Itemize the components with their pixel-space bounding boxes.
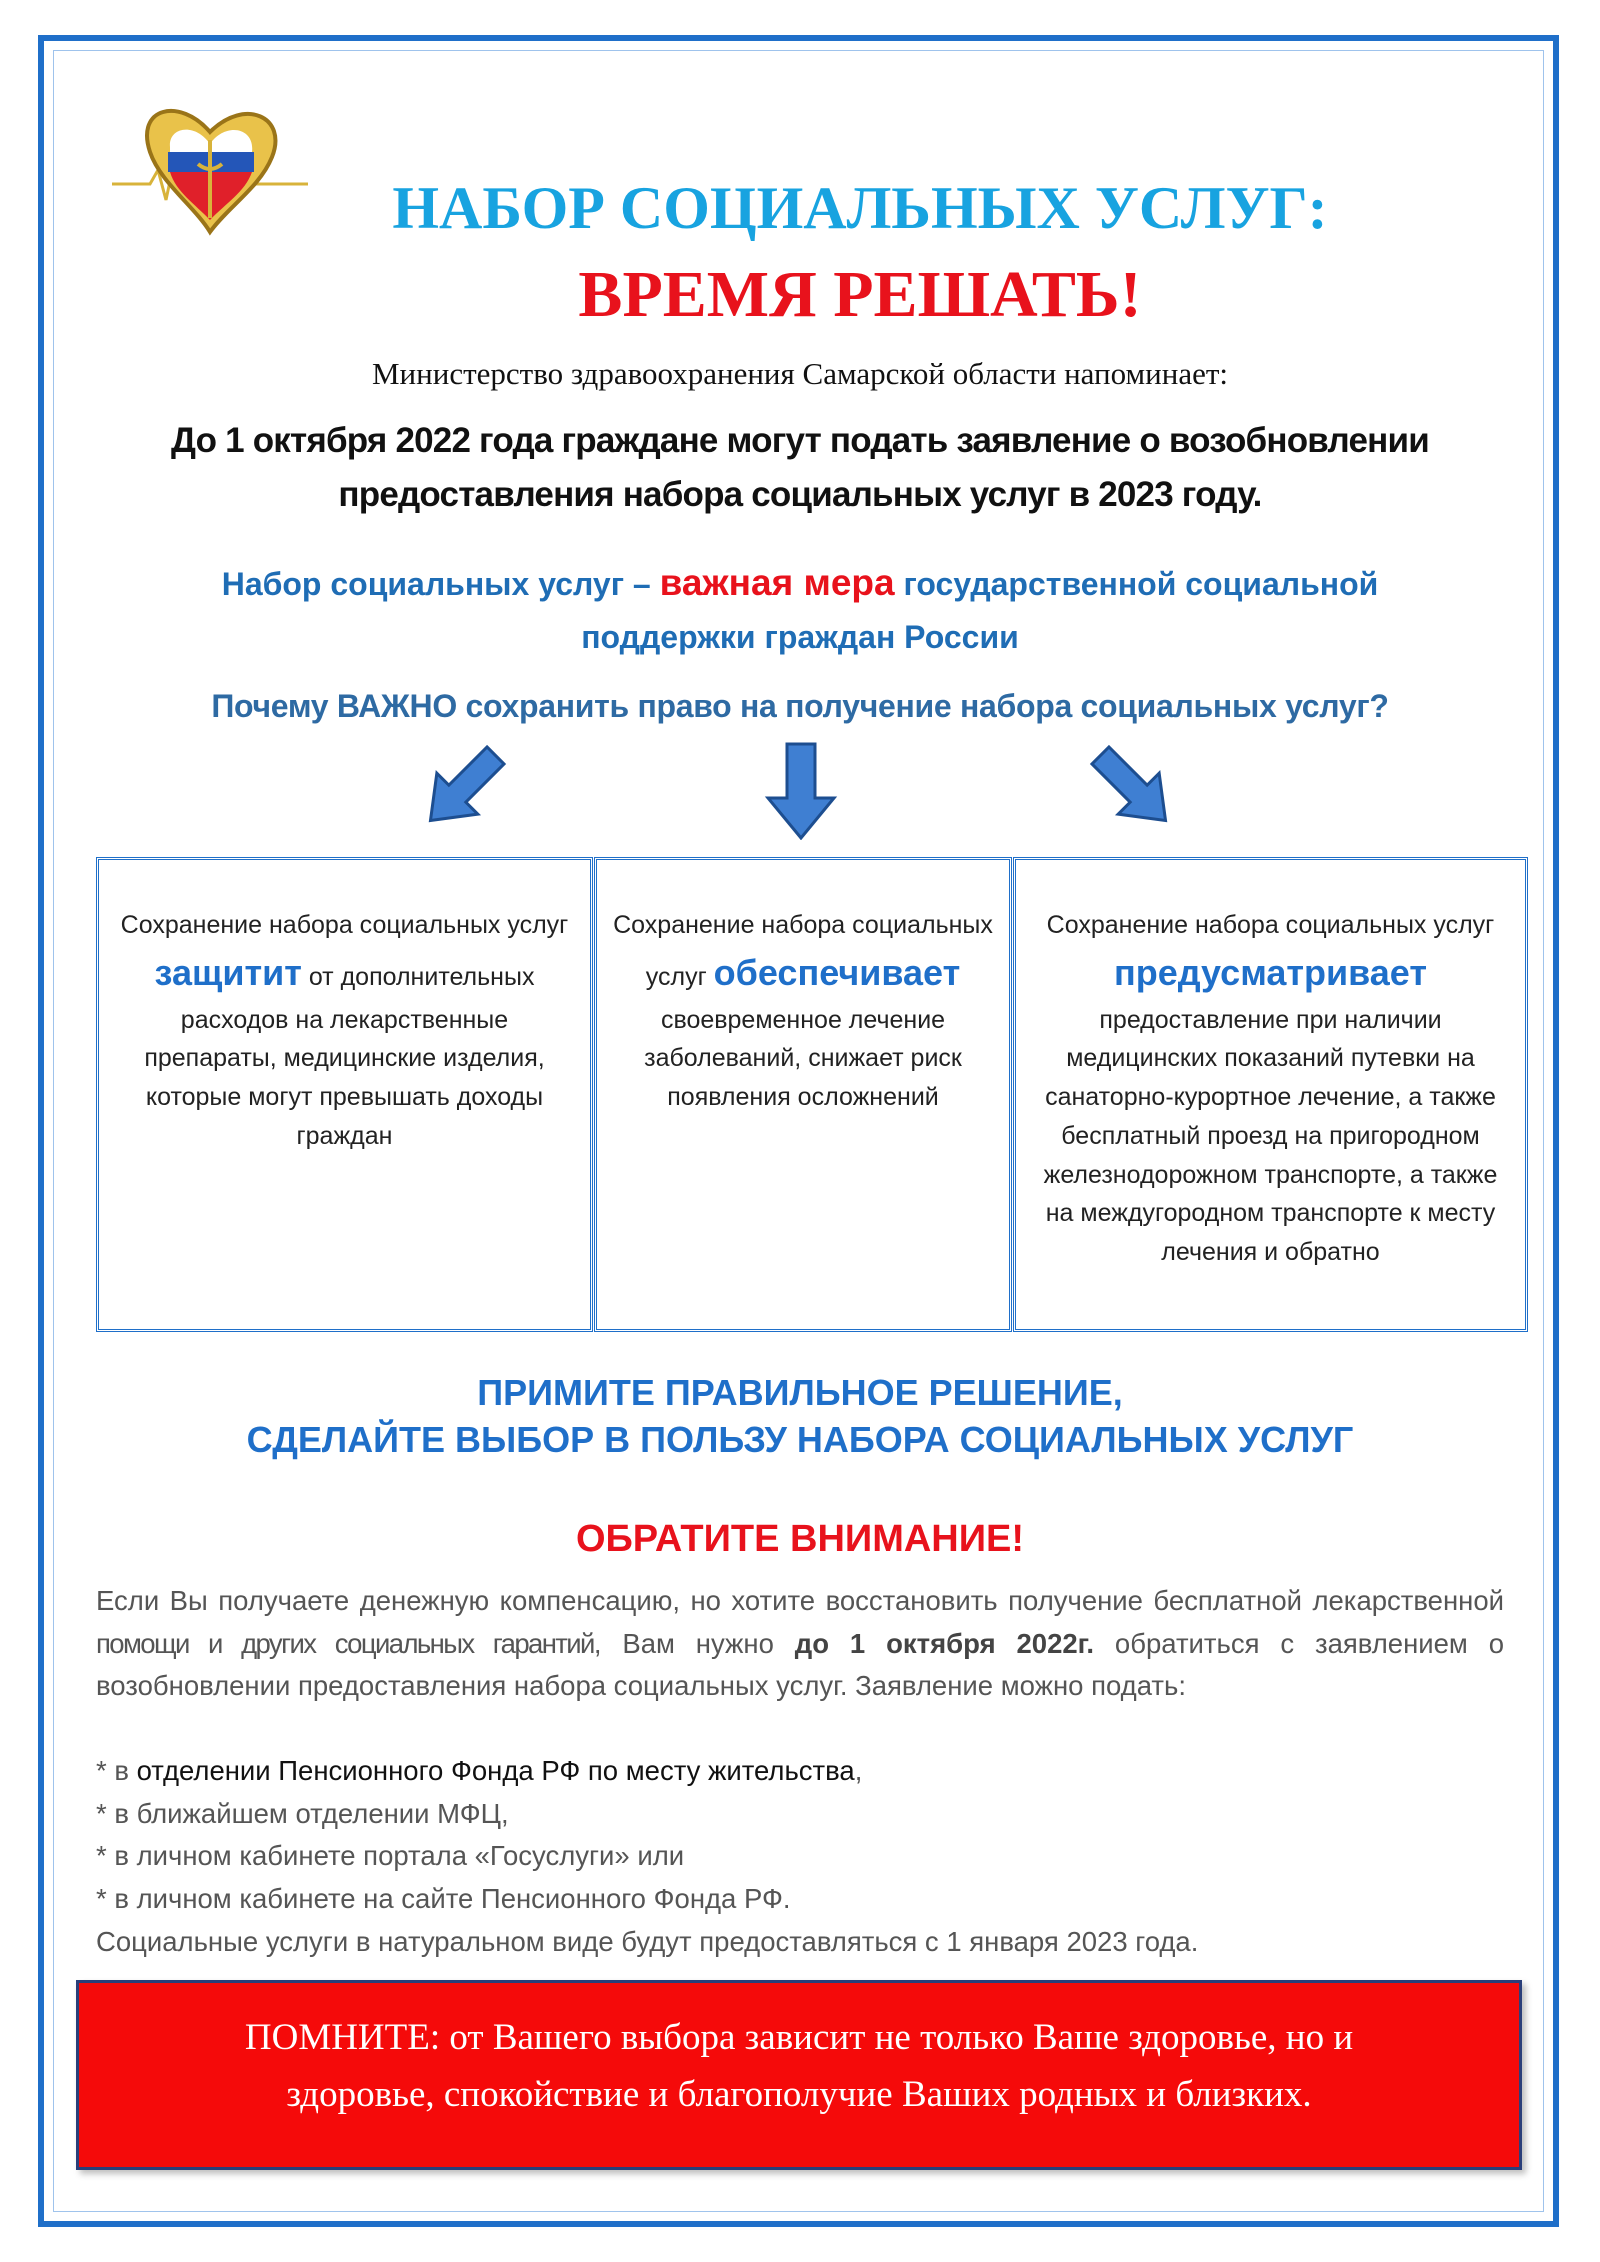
benefit-box-includes — [1013, 857, 1528, 1332]
closing-note: Социальные услуги в натуральном виде будут предоставляться с 1 января 2023 года. — [96, 1925, 1199, 1957]
arrow-down-right-icon — [1088, 738, 1178, 838]
list-item: * в личном кабинете на сайте Пенсионного Фонда РФ. — [96, 1882, 791, 1914]
benefit-box-text-pre: Сохранение набора социальных услуг — [1046, 911, 1495, 939]
measure-post: государственной социальной — [894, 566, 1379, 602]
measure-highlight: важная мера — [659, 562, 895, 603]
title-line-2: ВРЕМЯ РЕШАТЬ! — [578, 258, 1142, 331]
arrow-down-icon — [756, 740, 846, 840]
heart-map-emblem-icon — [110, 92, 310, 252]
remember-line-2: здоровье, спокойствие и благополучие Ваших родных и близких. — [286, 2074, 1312, 2116]
benefit-box-protects — [96, 857, 593, 1332]
benefit-box-text-pre: Сохранение набора социальных услуг — [613, 911, 993, 991]
benefit-box-text-post: своевременное лечение заболеваний, снижает риск появления осложнений — [644, 1005, 962, 1112]
attention-heading: ОБРАТИТЕ ВНИМАНИЕ! — [575, 1518, 1025, 1560]
deadline-statement — [90, 414, 1510, 523]
benefit-box-text-post: предоставление при наличии медицинских показаний путевки на санаторно-курортное лечение, а также бесплатный проезд на пригородном железнодорожном транспорте, а также на междугородном транспорте к месту лечения и обратно — [1043, 1005, 1498, 1267]
ministry-reminder: Министерство здравоохранения Самарской области напоминает: — [371, 356, 1229, 391]
arrow-down-left-icon — [418, 738, 508, 838]
measure-pre: Набор социальных услуг – — [221, 566, 660, 602]
paragraph-text: обратиться с заявлением о возобновлении предоставления набора социальных услуг. Заявление можно подать: — [96, 1627, 1504, 1702]
deadline-line-2: предоставления набора социальных услуг в 2023 году. — [338, 475, 1262, 515]
call-to-action — [90, 1370, 1510, 1464]
list-item: * в личном кабинете портала «Госуслуги» или — [96, 1840, 685, 1872]
list-item: * в отделении Пенсионного Фонда РФ по месту жительства, — [96, 1755, 863, 1786]
benefit-box-emphasis: предусматривает — [1114, 951, 1427, 993]
benefit-box-text-pre: Сохранение набора социальных услуг — [120, 911, 569, 939]
deadline-line-1: До 1 октября 2022 года граждане могут подать заявление о возобновлении — [171, 421, 1429, 460]
remember-line-1: ПОМНИТЕ: от Вашего выбора зависит не только Ваше здоровье, но и — [244, 2017, 1354, 2058]
measure-line-2: поддержки граждан России — [581, 619, 1019, 656]
benefit-box-emphasis: защитит — [154, 951, 302, 993]
paragraph-condensed-text: помощи и других социальных гарантий — [96, 1627, 594, 1659]
title-line-1: НАБОР СОЦИАЛЬНЫХ УСЛУГ: — [392, 175, 1328, 241]
remember-banner — [76, 1980, 1522, 2170]
benefit-box-emphasis: обеспечивает — [713, 951, 961, 993]
why-question: Почему ВАЖНО сохранить право на получение набора социальных услуг? — [211, 688, 1389, 724]
list-item: * в ближайшем отделении МФЦ, — [96, 1797, 509, 1829]
paragraph-text: Если Вы получаете денежную компенсацию, но хотите восстановить получение бесплатной лекарственной — [96, 1585, 1504, 1616]
instruction-paragraph — [96, 1580, 1504, 1708]
measure-statement — [90, 553, 1510, 663]
benefit-box-text-post: от дополнительных расходов на лекарственные препараты, медицинские изделия, которые могут превышать доходы граждан — [144, 962, 545, 1150]
submission-options-list — [96, 1750, 1504, 1963]
paragraph-deadline-bold: до 1 октября 2022г. — [794, 1627, 1095, 1659]
benefit-box-provides — [594, 857, 1012, 1332]
cta-line-2: СДЕЛАЙТЕ ВЫБОР В ПОЛЬЗУ НАБОРА СОЦИАЛЬНЫХ УСЛУГ — [246, 1418, 1354, 1460]
cta-line-1: ПРИМИТЕ ПРАВИЛЬНОЕ РЕШЕНИЕ, — [477, 1372, 1123, 1413]
paragraph-text: , Вам нужно — [593, 1627, 795, 1659]
